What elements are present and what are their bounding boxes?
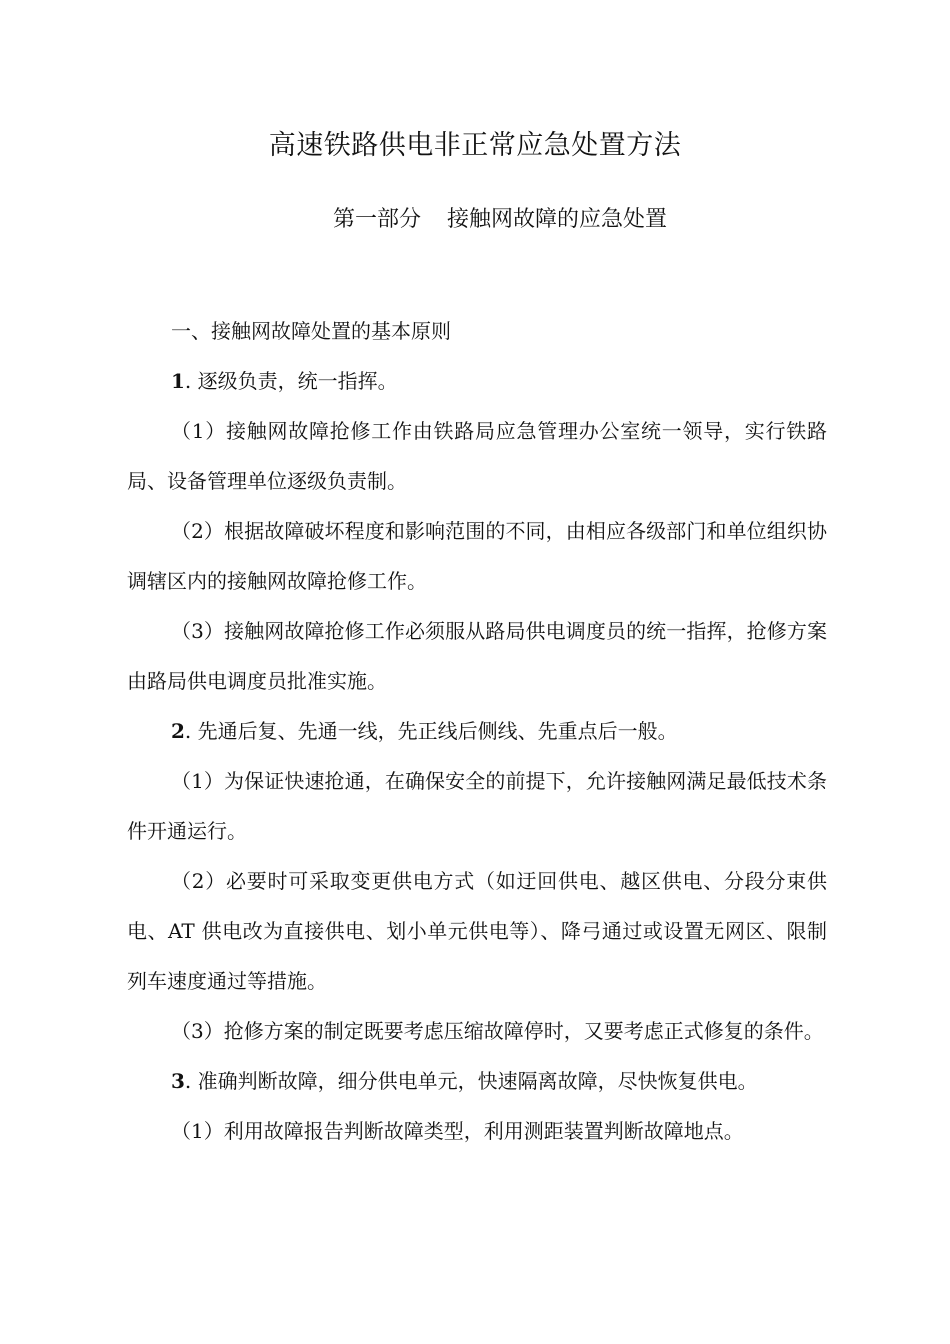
principle-heading: 3. 准确判断故障，细分供电单元，快速隔离故障，尽快恢复供电。 [171,1069,758,1093]
paragraph: （2）根据故障破坏程度和影响范围的不同，由相应各级部门和单位组织协调辖区内的接触网故障抢修工作。 [127,519,827,593]
paragraph: （3）接触网故障抢修工作必须服从路局供电调度员的统一指挥，抢修方案由路局供电调度员批准实施。 [127,619,827,693]
principle-heading: 1. 逐级负责，统一指挥。 [171,369,398,393]
part-title: 接触网故障的应急处置 [447,207,668,232]
part-label: 第一部分 [332,207,421,232]
document-body [127,306,827,1156]
paragraph: （3）抢修方案的制定既要考虑压缩故障停时，又要考虑正式修复的条件。 [171,1019,824,1043]
paragraph: （1）利用故障报告判断故障类型，利用测距装置判断故障地点。 [171,1119,744,1143]
paragraph: （2）必要时可采取变更供电方式（如迂回供电、越区供电、分段分束供电、AT 供电改为直接供电、划小单元供电等）、降弓通过或设置无网区、限制列车速度通过等措施。 [127,869,827,993]
paragraph: （1）接触网故障抢修工作由铁路局应急管理办公室统一领导，实行铁路局、设备管理单位逐级负责制。 [127,419,827,493]
paragraph: （1）为保证快速抢通，在确保安全的前提下，允许接触网满足最低技术条件开通运行。 [127,769,827,843]
part-heading [0,202,950,238]
document-title: 高速铁路供电非正常应急处置方法 [268,130,682,161]
principle-heading: 2. 先通后复、先通一线，先正线后侧线、先重点后一般。 [171,719,678,743]
section-heading: 一、接触网故障处置的基本原则 [171,319,451,343]
